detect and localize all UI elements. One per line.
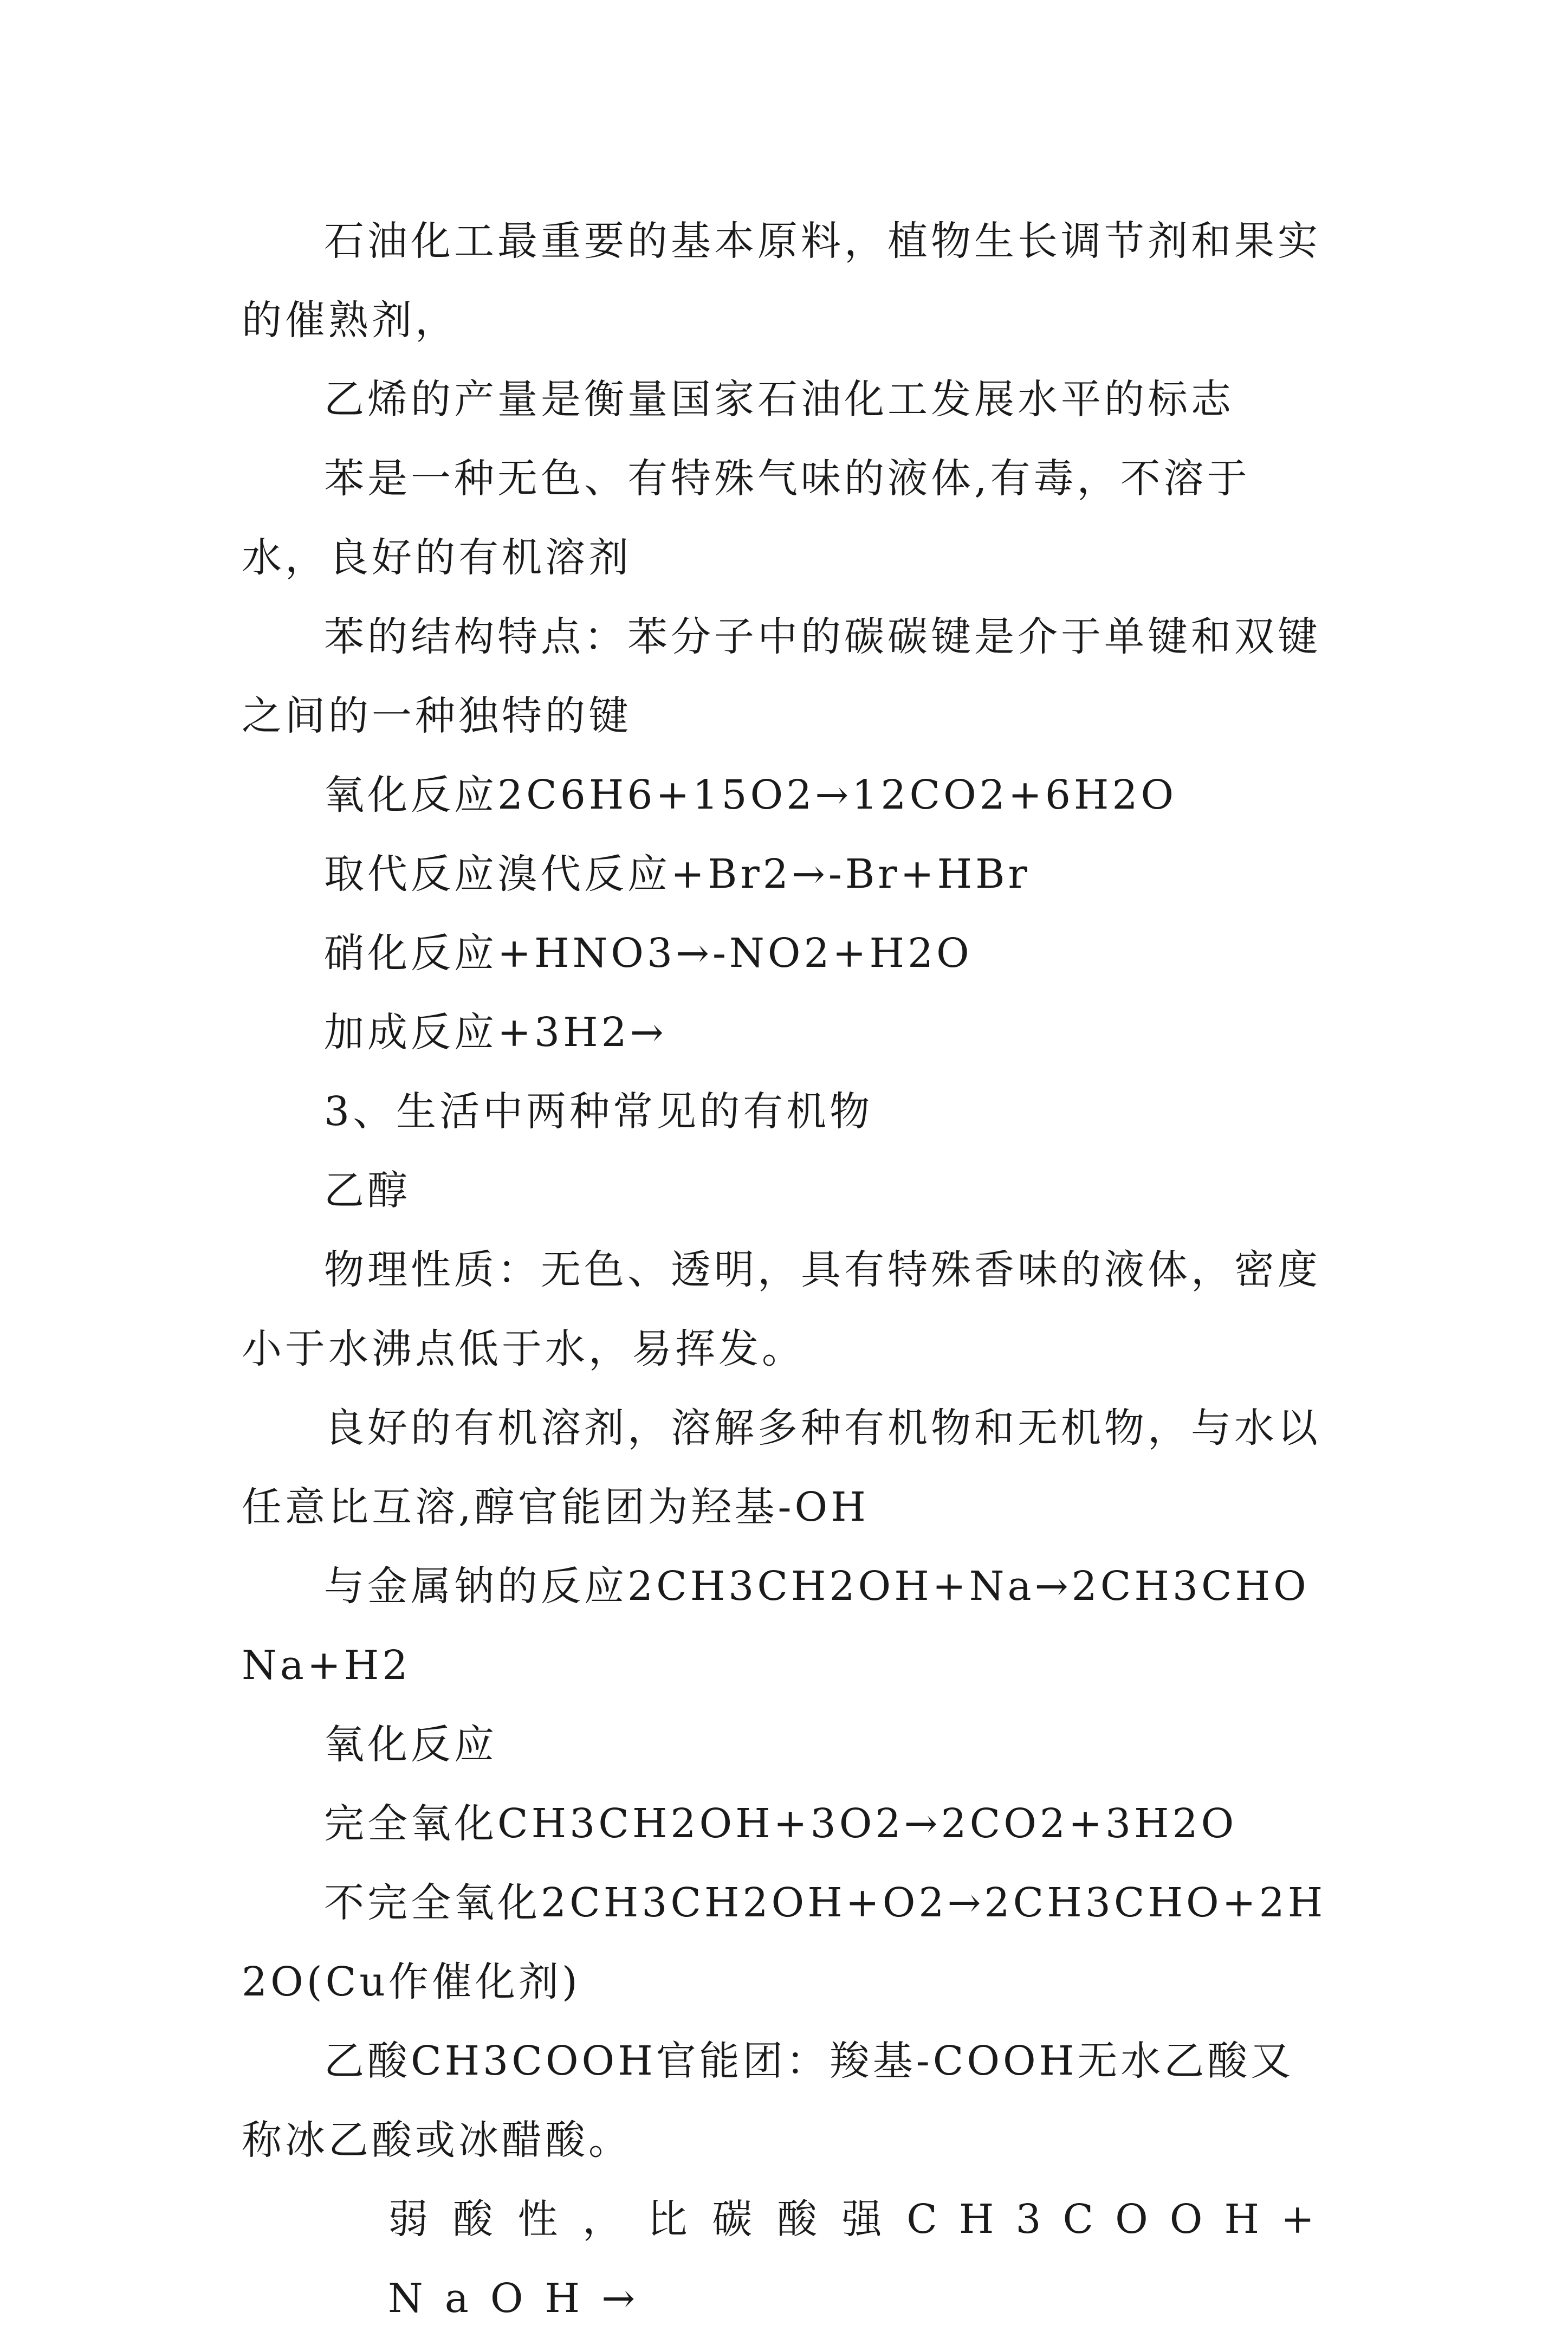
- paragraph: 乙烯的产量是衡量国家石油化工发展水平的标志: [324, 376, 1234, 423]
- section-heading: 3、生活中两种常见的有机物: [324, 1088, 873, 1135]
- paragraph: 加成反应+3H2→: [324, 1009, 667, 1056]
- paragraph: 石油化工最重要的基本原料，植物生长调节剂和果实的催熟剂，: [242, 218, 1321, 344]
- paragraph: 物理性质：无色、透明，具有特殊香味的液体，密度小于水沸点低于水，易挥发。: [242, 1246, 1321, 1372]
- document-body: [242, 202, 1336, 2338]
- paragraph: 良好的有机溶剂，溶解多种有机物和无机物，与水以任意比互溶,醇官能团为羟基-OH: [242, 1405, 1321, 1530]
- paragraph: 氧化反应: [324, 1721, 497, 1768]
- paragraph: 不完全氧化2CH3CH2OH+O2→2CH3CHO+2H2O(Cu作催化剂): [242, 1880, 1326, 2005]
- paragraph: 取代反应溴代反应+Br2→-Br+HBr: [324, 851, 1031, 897]
- subsection-heading: 乙醇: [324, 1167, 411, 1214]
- paragraph: 与金属钠的反应2CH3CH2OH+Na→2CH3CHONa+H2: [242, 1563, 1310, 1689]
- paragraph: 完全氧化CH3CH2OH+3O2→2CO2+3H2O: [324, 1800, 1237, 1847]
- paragraph: 乙酸CH3COOH官能团：羧基-COOH无水乙酸又称冰乙酸或冰醋酸。: [242, 2038, 1294, 2163]
- paragraph: 硝化反应+HNO3→-NO2+H2O: [324, 930, 973, 977]
- paragraph: 弱酸性，比碳酸强CH3COOH+NaOH→: [388, 2196, 1336, 2322]
- paragraph: 苯是一种无色、有特殊气味的液体,有毒，不溶于水，良好的有机溶剂: [242, 455, 1250, 581]
- paragraph: 苯的结构特点：苯分子中的碳碳键是介于单键和双键之间的一种独特的键: [242, 613, 1321, 739]
- paragraph: 氧化反应2C6H6+15O2→12CO2+6H2O: [324, 772, 1177, 818]
